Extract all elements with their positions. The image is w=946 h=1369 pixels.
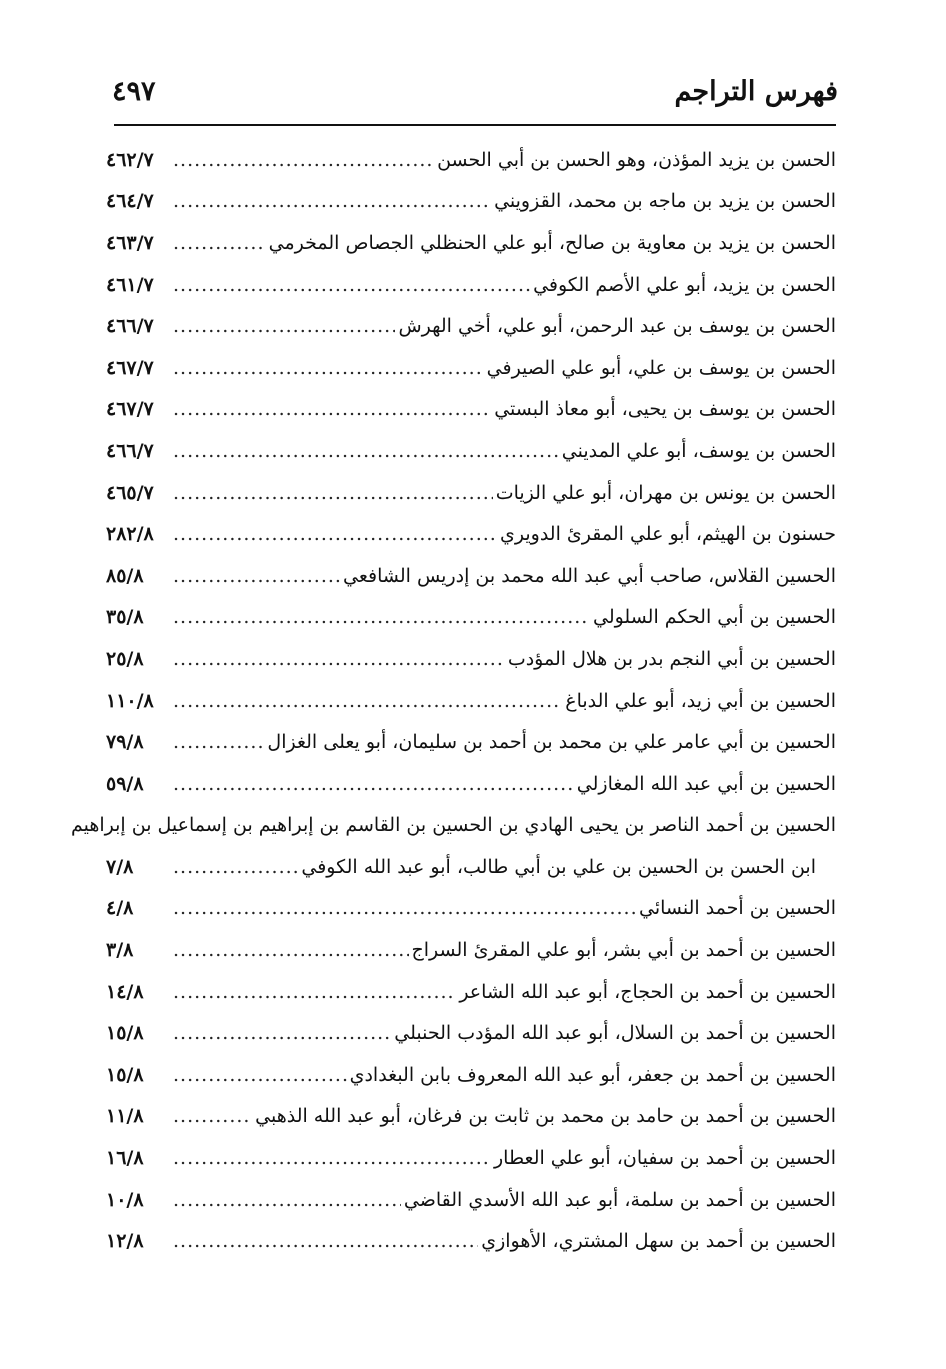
entry-ref: ٣/٨	[106, 939, 134, 962]
entry-ref: ٥٩/٨	[106, 772, 144, 795]
entry-name: الحسين بن أبي زيد، أبو علي الدباغ	[565, 689, 836, 712]
page-number: ٤٩٧	[112, 75, 156, 107]
entry-name: الحسين بن أحمد بن الحجاج، أبو عبد الله الشاعر	[459, 980, 836, 1003]
leader-dots	[173, 232, 266, 254]
leader-dots	[173, 1064, 347, 1086]
entry-ref: ٤٦٦/٧	[106, 439, 154, 462]
index-entry-continuation	[106, 846, 836, 888]
leader-dots	[173, 1022, 391, 1044]
index-entry	[106, 929, 836, 971]
index-entry	[106, 1054, 836, 1096]
leader-dots	[173, 1105, 252, 1127]
index-entry	[106, 1220, 836, 1262]
leader-dots	[173, 856, 298, 878]
entry-name: الحسين بن أحمد بن جعفر، أبو عبد الله المعروف بابن البغدادي	[349, 1063, 836, 1086]
entry-ref: ١١/٨	[106, 1105, 144, 1128]
entry-ref: ٨٥/٨	[106, 564, 144, 587]
leader-dots	[173, 190, 491, 212]
entry-ref: ٤٦٧/٧	[106, 356, 154, 379]
index-entry	[106, 638, 836, 680]
entry-ref: ٧٩/٨	[106, 731, 144, 754]
index-entry	[106, 555, 836, 597]
index-entry	[106, 597, 836, 639]
leader-dots	[173, 1147, 491, 1169]
entry-name: الحسين بن أحمد بن سفيان، أبو علي العطار	[493, 1147, 836, 1170]
entry-name: الحسن بن يوسف بن يحيى، أبو معاذ البستي	[494, 398, 836, 421]
entry-name: الحسين بن أحمد بن أبي بشر، أبو علي المقرئ السراج	[411, 939, 836, 962]
leader-dots	[173, 606, 590, 628]
entry-name: الحسن بن يوسف، أبو علي المديني	[561, 439, 836, 462]
leader-dots	[173, 731, 264, 753]
index-entry	[106, 971, 836, 1013]
entry-ref: ٤٦٥/٧	[106, 481, 154, 504]
entry-ref: ٤٦٧/٧	[106, 398, 154, 421]
entry-name: الحسن بن يزيد المؤذن، وهو الحسن بن أبي الحسن	[437, 148, 836, 171]
index-entry	[106, 222, 836, 264]
index-entry	[106, 1137, 836, 1179]
entry-name: الحسين القلاس، صاحب أبي عبد الله محمد بن إدريس الشافعي	[343, 564, 836, 587]
leader-dots	[173, 440, 559, 462]
entry-ref: ٤٦٦/٧	[106, 315, 154, 338]
entry-name: الحسين بن أبي الحكم السلولي	[592, 606, 836, 629]
leader-dots	[173, 897, 636, 919]
entry-name: حسنون بن الهيثم، أبو علي المقرئ الدويري	[500, 523, 836, 546]
entry-name: الحسن بن يزيد بن معاوية بن صالح، أبو علي الحنظلي الجصاص المخرمي	[268, 231, 836, 254]
index-entry	[106, 763, 836, 805]
leader-dots	[173, 1230, 478, 1252]
leader-dots	[173, 773, 574, 795]
entry-ref: ١١٠/٨	[106, 689, 154, 712]
entry-ref: ١٢/٨	[106, 1230, 144, 1253]
leader-dots	[173, 648, 505, 670]
index-entry	[106, 139, 836, 181]
index-entry	[106, 389, 836, 431]
leader-dots	[173, 315, 395, 337]
page-title: فهرس التراجم	[674, 75, 838, 107]
entry-name: الحسين بن أبي عامر علي بن محمد بن أحمد بن سليمان، أبو يعلى الغزال	[267, 731, 836, 754]
leader-dots	[173, 523, 497, 545]
biography-index-list	[70, 139, 836, 1262]
page-header	[112, 66, 838, 116]
index-entry	[70, 805, 836, 847]
entry-name: الحسن بن يونس بن مهران، أبو علي الزيات	[495, 481, 836, 504]
entry-name: الحسن بن يزيد بن ماجه بن محمد، القزويني	[494, 190, 836, 213]
entry-ref: ٣٥/٨	[106, 606, 144, 629]
index-entry	[106, 1096, 836, 1138]
index-entry	[106, 513, 836, 555]
leader-dots	[173, 274, 530, 296]
leader-dots	[173, 690, 562, 712]
entry-name: الحسن بن يزيد، أبو علي الأصم الكوفي	[533, 273, 836, 296]
leader-dots	[173, 149, 434, 171]
index-entry	[106, 181, 836, 223]
index-entry	[106, 305, 836, 347]
entry-ref: ٤٦١/٧	[106, 273, 154, 296]
entry-ref: ١٥/٨	[106, 1063, 144, 1086]
index-entry	[106, 430, 836, 472]
entry-ref: ١٤/٨	[106, 980, 144, 1003]
index-entry	[106, 472, 836, 514]
leader-dots	[173, 398, 491, 420]
entry-ref: ٤٦٣/٧	[106, 231, 154, 254]
entry-ref: ٢٥/٨	[106, 647, 144, 670]
index-entry	[106, 347, 836, 389]
leader-dots	[173, 1189, 401, 1211]
entry-name: الحسين بن أحمد بن السلال، أبو عبد الله المؤدب الحنبلي	[394, 1022, 836, 1045]
entry-name: الحسن بن يوسف بن علي، أبو علي الصيرفي	[486, 356, 836, 379]
entry-name: الحسين بن أبي النجم بدر بن هلال المؤدب	[507, 647, 836, 670]
entry-ref: ٧/٨	[106, 855, 134, 878]
entry-ref: ٤٦٤/٧	[106, 190, 154, 213]
index-entry	[106, 721, 836, 763]
index-entry	[106, 264, 836, 306]
index-entry	[106, 680, 836, 722]
entry-name: الحسين بن أحمد الناصر بن يحيى الهادي بن الحسين بن القاسم بن إبراهيم بن إسماعيل بن إبراهيم	[70, 814, 836, 837]
entry-name: الحسين بن أحمد بن سلمة، أبو عبد الله الأسدي القاضي	[403, 1188, 836, 1211]
entry-ref: ٢٨٢/٨	[106, 523, 154, 546]
entry-ref: ٤/٨	[106, 897, 134, 920]
entry-ref: ١٥/٨	[106, 1022, 144, 1045]
leader-dots	[173, 565, 340, 587]
leader-dots	[173, 482, 493, 504]
leader-dots	[173, 939, 409, 961]
entry-name: الحسين بن أحمد النسائي	[639, 897, 836, 920]
entry-name: الحسن بن يوسف بن عبد الرحمن، أبو علي، أخي الهرش	[398, 315, 836, 338]
header-rule	[114, 124, 836, 126]
entry-name: الحسين بن أبي عبد الله المغازلي	[576, 772, 836, 795]
entry-ref: ١٦/٨	[106, 1147, 144, 1170]
entry-name: الحسين بن أحمد بن حامد بن محمد بن ثابت بن فرغان، أبو عبد الله الذهبي	[255, 1105, 836, 1128]
entry-ref: ٤٦٢/٧	[106, 148, 154, 171]
leader-dots	[173, 981, 456, 1003]
leader-dots	[173, 357, 484, 379]
entry-ref: ١٠/٨	[106, 1188, 144, 1211]
index-entry	[106, 1012, 836, 1054]
entry-name: ابن الحسن بن الحسين بن علي بن أبي طالب، أبو عبد الله الكوفي	[301, 855, 816, 878]
index-entry	[106, 888, 836, 930]
index-entry	[106, 1179, 836, 1221]
entry-name: الحسين بن أحمد بن سهل المشتري، الأهوازي	[481, 1230, 836, 1253]
